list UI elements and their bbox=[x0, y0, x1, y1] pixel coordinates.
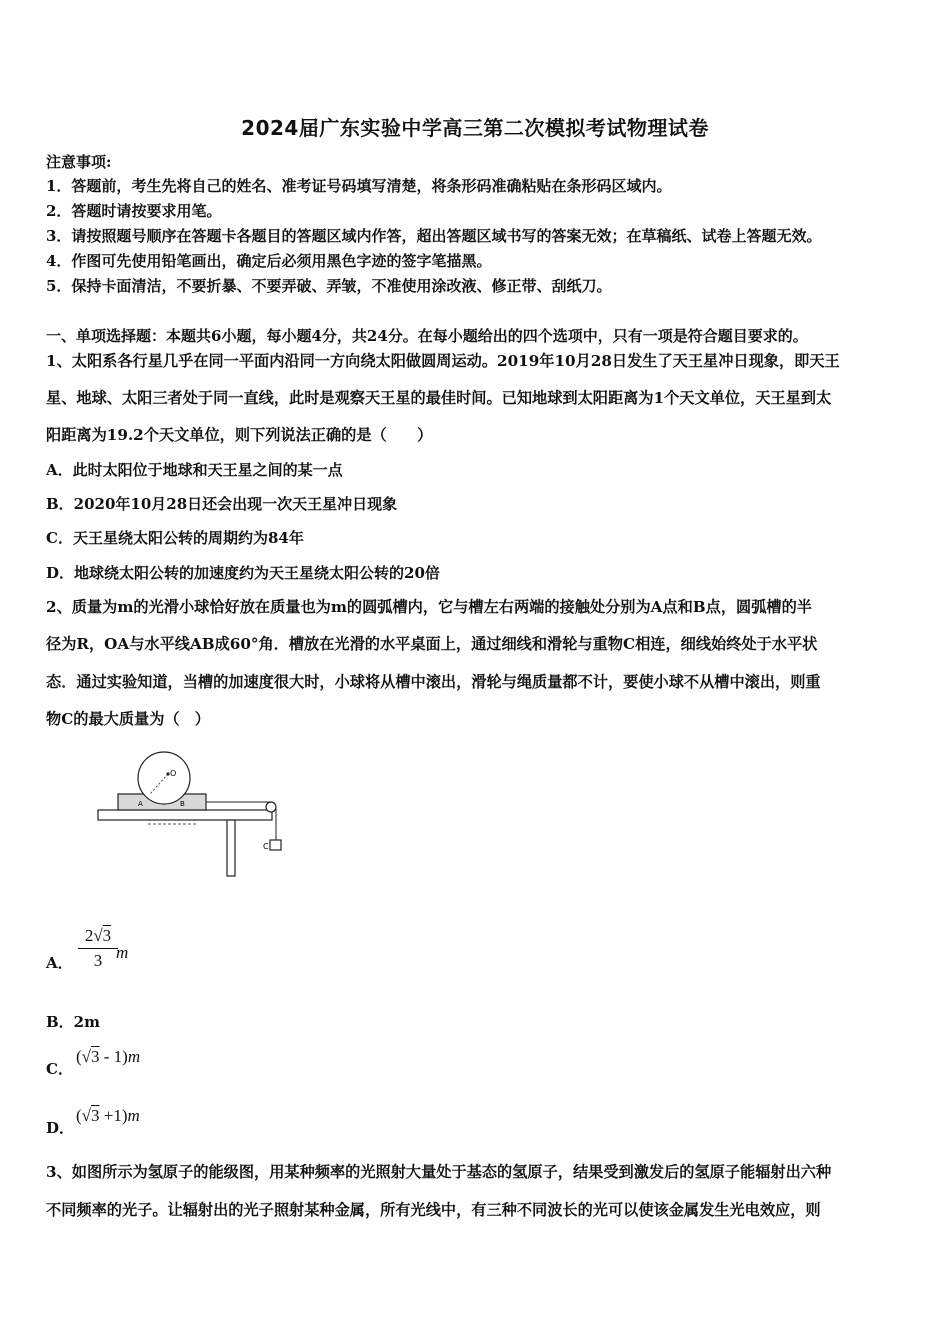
question-2-option-b: B．2m bbox=[46, 1013, 100, 1031]
groove-pulley-figure bbox=[92, 748, 292, 880]
option-d-expression bbox=[76, 1106, 140, 1126]
question-1-option-b: B．2020年10月28日还会出现一次天王星冲日现象 bbox=[46, 495, 398, 513]
option-c-variable: m bbox=[127, 1047, 141, 1066]
notice-item: 1．答题前，考生先将自己的姓名、准考证号码填写清楚，将条形码准确粘贴在条形码区域内。 bbox=[46, 177, 672, 195]
option-c-rest: - 1) bbox=[99, 1047, 128, 1066]
question-1-option-a: A．此时太阳位于地球和天王星之间的某一点 bbox=[46, 461, 343, 479]
question-1-line: 星、地球、太阳三者处于同一直线，此时是观察天王星的最佳时间。已知地球到太阳距离为1个天文单位，天王星到太 bbox=[46, 389, 832, 407]
question-1-option-d: D．地球绕太阳公转的加速度约为天王星绕太阳公转的20倍 bbox=[46, 564, 440, 582]
option-c-open: (√ bbox=[76, 1047, 91, 1066]
option-a-coefficient: 2 bbox=[84, 926, 94, 945]
notice-item: 4．作图可先使用铅笔画出，确定后必须用黑色字迹的签字笔描黑。 bbox=[46, 252, 492, 270]
figure-label-o: O bbox=[170, 769, 177, 778]
question-2-option-d-label: D． bbox=[46, 1119, 75, 1137]
option-c-expression bbox=[76, 1047, 140, 1067]
option-d-open: (√ bbox=[76, 1106, 91, 1125]
option-d-rest: +1) bbox=[99, 1106, 128, 1125]
notice-item: 3．请按照题号顺序在答题卡各题目的答题区域内作答，超出答题区域书写的答案无效；在草稿纸、试卷上答题无效。 bbox=[46, 227, 822, 245]
question-2-option-a-label: A． bbox=[46, 954, 73, 972]
option-a-numerator: 2√3 bbox=[78, 926, 118, 949]
notice-heading: 注意事项: bbox=[46, 153, 112, 171]
question-3-line: 3、如图所示为氢原子的能级图，用某种频率的光照射大量处于基态的氢原子，结果受到激发后的氢原子能辐射出六种 bbox=[46, 1163, 832, 1181]
notice-item: 2．答题时请按要求用笔。 bbox=[46, 202, 222, 220]
question-1-option-c: C．天王星绕太阳公转的周期约为84年 bbox=[46, 529, 304, 547]
option-a-variable: m bbox=[116, 943, 129, 962]
question-2-line: 径为R，OA与水平线AB成60°角．槽放在光滑的水平桌面上，通过细线和滑轮与重物C相连，细线始终处于水平状 bbox=[46, 635, 818, 653]
option-a-denominator: 3 bbox=[93, 951, 103, 970]
figure-label-c: C bbox=[263, 842, 269, 851]
option-c-root: 3 bbox=[91, 1047, 100, 1066]
section-heading: 一、单项选择题：本题共6小题，每小题4分，共24分。在每小题给出的四个选项中，只有一项是符合题目要求的。 bbox=[46, 327, 808, 345]
question-2-option-c-label: C． bbox=[46, 1060, 73, 1078]
exam-title: 2024届广东实验中学高三第二次模拟考试物理试卷 bbox=[241, 116, 709, 140]
option-a-fraction bbox=[78, 926, 118, 971]
question-2-line: 物C的最大质量为（ ） bbox=[46, 710, 210, 728]
figure-label-a: A bbox=[138, 800, 143, 808]
option-a-root: 3 bbox=[102, 926, 112, 945]
question-2-line: 态．通过实验知道，当槽的加速度很大时，小球将从槽中滚出，滑轮与绳质量都不计，要使小球不从槽中滚出，则重 bbox=[46, 673, 821, 691]
option-d-root: 3 bbox=[91, 1106, 100, 1125]
question-2-line: 2、质量为m的光滑小球恰好放在质量也为m的圆弧槽内，它与槽左右两端的接触处分别为A点和B点，圆弧槽的半 bbox=[46, 598, 812, 616]
notice-item: 5．保持卡面清洁，不要折暴、不要弄破、弄皱，不准使用涂改液、修正带、刮纸刀。 bbox=[46, 277, 612, 295]
question-1-line: 阳距离为19.2个天文单位，则下列说法正确的是（ ） bbox=[46, 426, 433, 444]
figure-label-b: B bbox=[180, 800, 185, 808]
question-3-line: 不同频率的光子。让辐射出的光子照射某种金属，所有光线中，有三种不同波长的光可以使该金属发生光电效应，则 bbox=[46, 1201, 821, 1219]
option-d-variable: m bbox=[127, 1106, 140, 1125]
question-1-line: 1、太阳系各行星几乎在同一平面内沿同一方向绕太阳做圆周运动。2019年10月28日发生了天王星冲日现象，即天王 bbox=[46, 352, 840, 370]
